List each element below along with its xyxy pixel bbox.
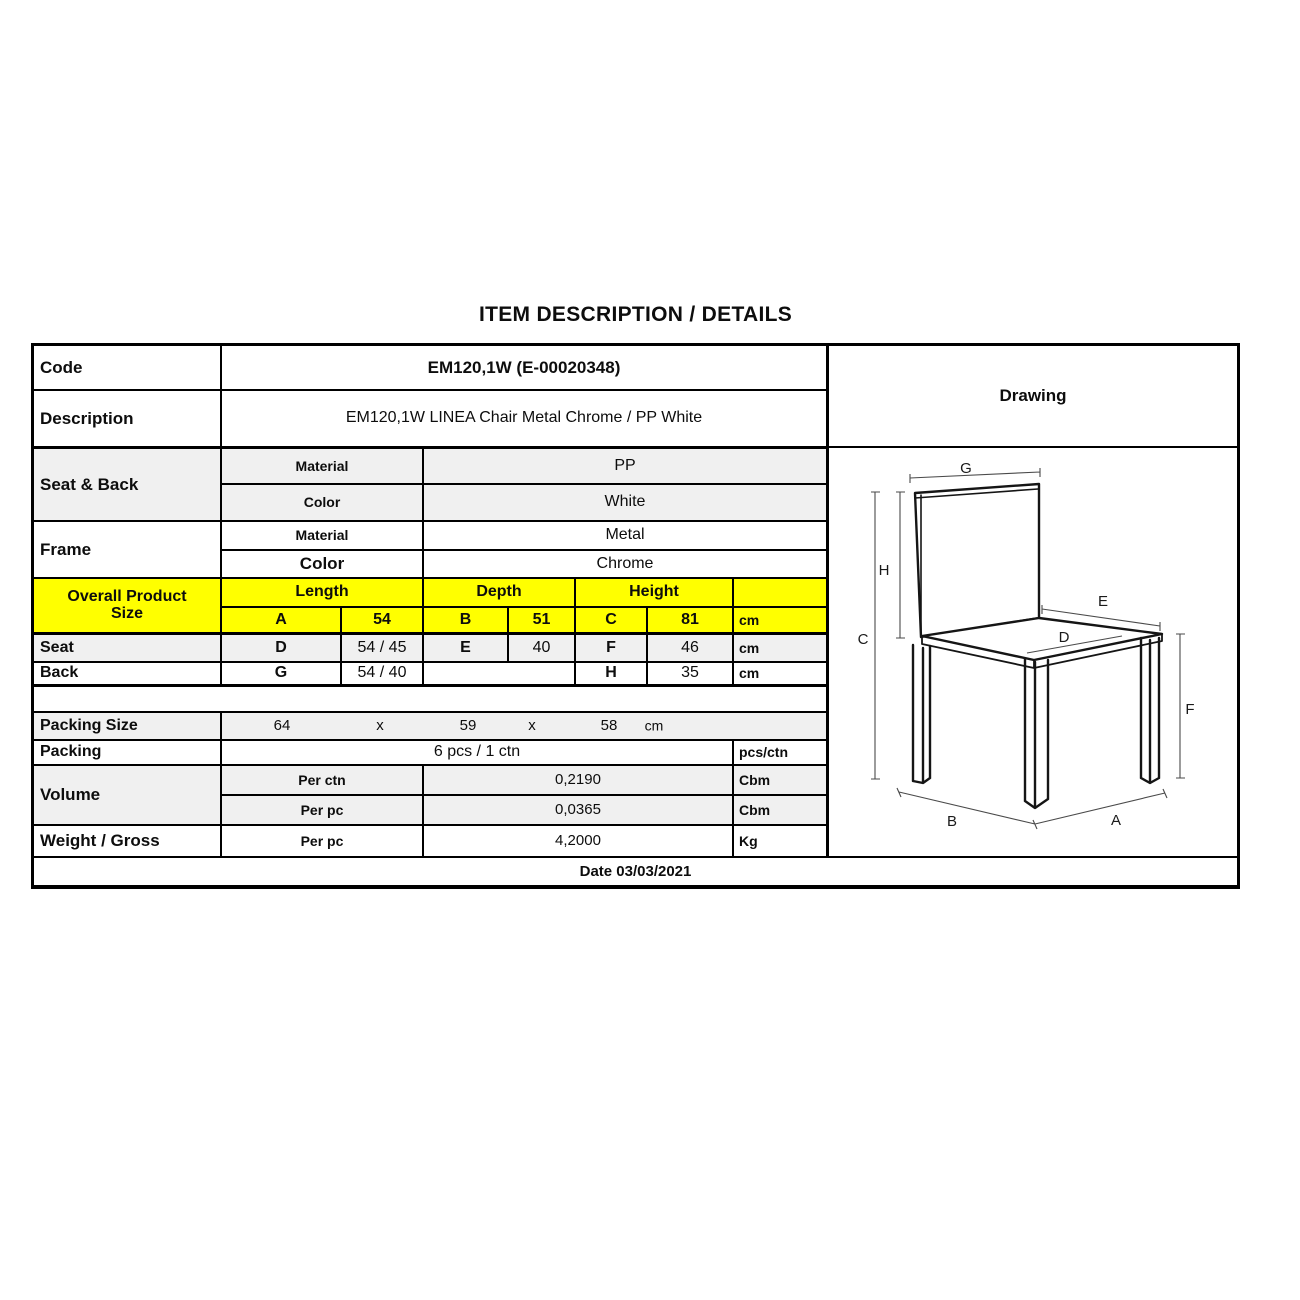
seat-depth-value: 40: [508, 633, 575, 662]
chair-leg-right: [1141, 638, 1159, 783]
overall-height-key: C: [575, 607, 647, 633]
seat-depth-key: E: [423, 633, 508, 662]
seat-unit: cm: [733, 633, 827, 662]
packing-size-label: Packing Size: [33, 712, 221, 740]
back-height-key: H: [575, 662, 647, 685]
overall-unit: cm: [733, 607, 827, 633]
seat-height-key: F: [575, 633, 647, 662]
weight-per-pc-label: Per pc: [221, 825, 423, 857]
frame-material-value: Metal: [423, 521, 827, 550]
back-length-key: G: [221, 662, 341, 685]
spacer-row: [33, 685, 827, 712]
packing-size-sep2: x: [528, 717, 536, 735]
seat-length-value: 54 / 45: [341, 633, 423, 662]
description-label: Description: [33, 390, 221, 447]
seat-back-color-value: White: [423, 484, 827, 521]
packing-size-dim2: 59: [459, 717, 477, 735]
seat-back-material-value: PP: [423, 447, 827, 484]
height-header: Height: [575, 578, 733, 607]
frame-color-label: Color: [221, 550, 423, 578]
drawing-area: [827, 447, 1238, 857]
overall-height-value: 81: [647, 607, 733, 633]
packing-size-unit: cm: [644, 717, 664, 734]
back-unit: cm: [733, 662, 827, 685]
seat-back-label: Seat & Back: [33, 447, 221, 521]
code-label: Code: [33, 345, 221, 390]
packing-label: Packing: [33, 740, 221, 765]
frame-material-label: Material: [221, 521, 423, 550]
dim-label-c: C: [857, 631, 869, 648]
seat-label: Seat: [33, 633, 221, 662]
packing-value: 6 pcs / 1 ctn: [221, 740, 733, 765]
overall-size-label-line1: Overall Product: [67, 587, 187, 605]
overall-length-value: 54: [341, 607, 423, 633]
code-value: EM120,1W (E-00020348): [221, 345, 827, 390]
dim-label-h: H: [878, 562, 890, 579]
seat-length-key: D: [221, 633, 341, 662]
volume-per-ctn-value: 0,2190: [423, 765, 733, 795]
seat-back-color-label: Color: [221, 484, 423, 521]
volume-per-pc-label: Per pc: [221, 795, 423, 825]
overall-depth-key: B: [423, 607, 508, 633]
chair-leg-front: [1025, 659, 1048, 808]
chair-drawing: [829, 448, 1238, 856]
depth-header: Depth: [423, 578, 575, 607]
weight-value: 4,2000: [423, 825, 733, 857]
packing-size-dim1: 64: [273, 717, 291, 735]
overall-length-key: A: [221, 607, 341, 633]
weight-unit: Kg: [733, 825, 827, 857]
dim-line-g: [910, 468, 1040, 483]
seat-back-material-label: Material: [221, 447, 423, 484]
dim-label-f: F: [1185, 701, 1195, 718]
packing-size-dim3: 58: [600, 717, 618, 735]
chair-leg-left: [913, 645, 930, 783]
dim-line-a: [1035, 789, 1167, 824]
chair-backrest: [915, 484, 1039, 637]
dim-label-d: D: [1058, 629, 1070, 646]
dim-label-g: G: [960, 460, 972, 477]
volume-label: Volume: [33, 765, 221, 825]
dim-label-b: B: [946, 813, 958, 830]
weight-label: Weight / Gross: [33, 825, 221, 857]
volume-per-ctn-unit: Cbm: [733, 765, 827, 795]
packing-size-sep1: x: [376, 717, 384, 735]
dim-label-e: E: [1097, 593, 1109, 610]
page-title: ITEM DESCRIPTION / DETAILS: [478, 303, 793, 326]
seat-height-value: 46: [647, 633, 733, 662]
volume-per-pc-unit: Cbm: [733, 795, 827, 825]
overall-size-label-line2: Size: [110, 604, 143, 622]
overall-size-label: [33, 578, 221, 633]
dim-line-f: [1176, 634, 1185, 778]
length-header: Length: [221, 578, 423, 607]
frame-color-value: Chrome: [423, 550, 827, 578]
dim-line-h: [896, 492, 905, 638]
dim-line-b: [897, 788, 1037, 829]
back-depth-empty: [423, 662, 575, 685]
description-value: EM120,1W LINEA Chair Metal Chrome / PP White: [221, 390, 827, 447]
date-row: Date 03/03/2021: [33, 857, 1238, 886]
packing-size-value: [221, 712, 827, 740]
size-unit-header: [733, 578, 827, 607]
dim-line-c: [871, 492, 880, 779]
back-length-value: 54 / 40: [341, 662, 423, 685]
volume-per-pc-value: 0,0365: [423, 795, 733, 825]
back-label: Back: [33, 662, 221, 685]
back-height-value: 35: [647, 662, 733, 685]
volume-per-ctn-label: Per ctn: [221, 765, 423, 795]
overall-depth-value: 51: [508, 607, 575, 633]
packing-unit: pcs/ctn: [733, 740, 827, 765]
frame-label: Frame: [33, 521, 221, 578]
dim-label-a: A: [1110, 812, 1122, 829]
drawing-header: Drawing: [827, 345, 1238, 447]
